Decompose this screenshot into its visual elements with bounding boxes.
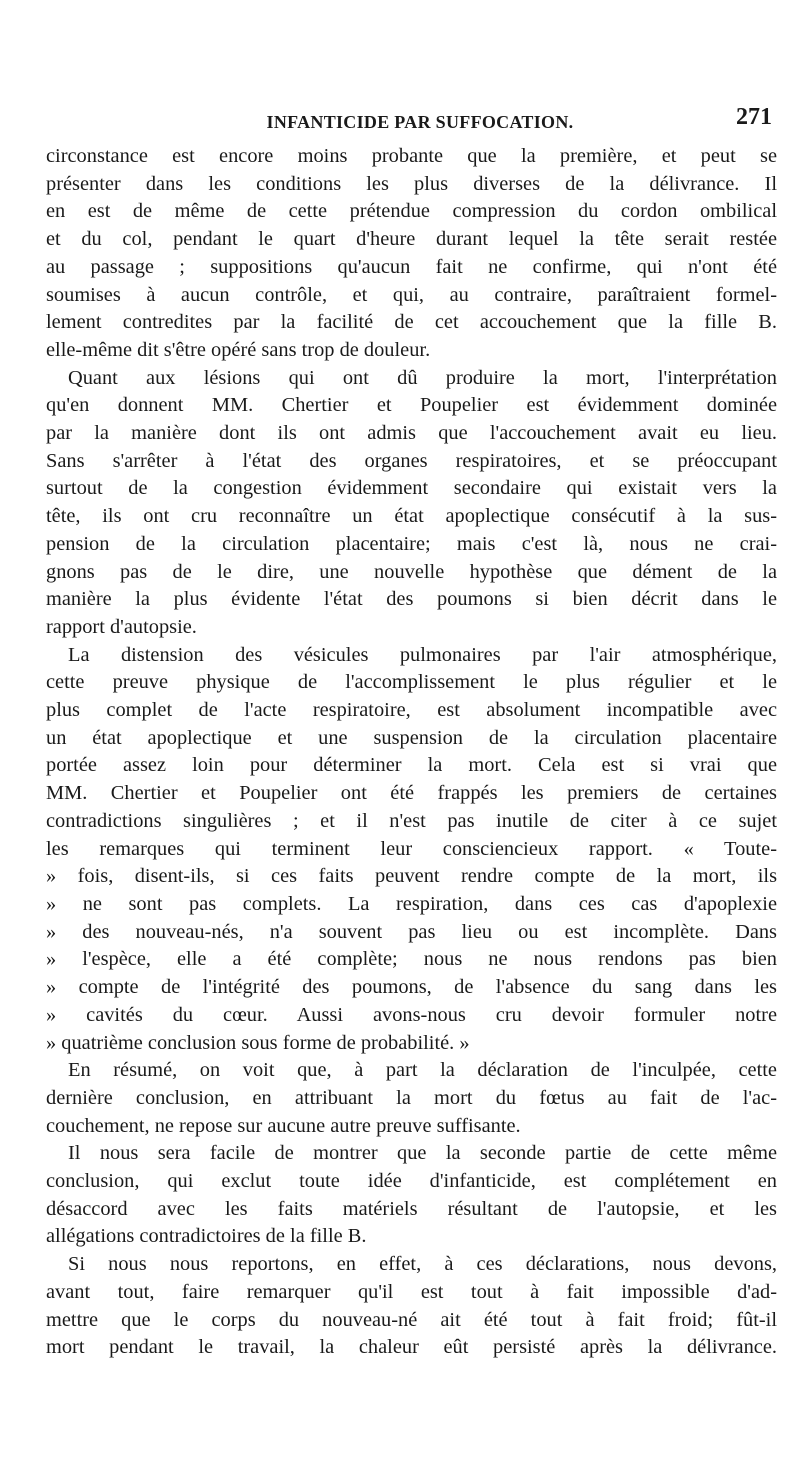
text-line: lement contredites par la facilité de cet accouchement que la fille B. xyxy=(46,311,777,334)
text-line: couchement, ne repose sur aucune autre preuve suffisante. xyxy=(46,1114,521,1137)
text-line: tête, ils ont cru reconnaître un état apoplectique consécutif à la sus- xyxy=(46,505,777,528)
text-line: gnons pas de le dire, une nouvelle hypothèse que dément de la xyxy=(46,560,777,583)
text-line: conclusion, qui exclut toute idée d'infanticide, est complétement en xyxy=(46,1170,777,1193)
text-line: Quant aux lésions qui ont dû produire la mort, l'interprétation xyxy=(68,366,777,389)
text-line: présenter dans les conditions les plus diverses de la délivrance. Il xyxy=(46,172,777,195)
text-line: manière la plus évidente l'état des poumons si bien décrit dans le xyxy=(46,588,777,611)
text-line: allégations contradictoires de la fille B. xyxy=(46,1225,367,1248)
text-line: » des nouveau-nés, n'a souvent pas lieu ou est incomplète. Dans xyxy=(46,920,777,943)
text-line: Sans s'arrêter à l'état des organes respiratoires, et se préoccupant xyxy=(46,449,777,472)
text-line: » compte de l'intégrité des poumons, de l'absence du sang dans les xyxy=(46,976,777,999)
running-title: INFANTICIDE PAR SUFFOCATION. xyxy=(266,112,574,132)
text-line: dernière conclusion, en attribuant la mort du fœtus au fait de l'ac- xyxy=(46,1086,777,1109)
text-line: surtout de la congestion évidemment secondaire qui existait vers la xyxy=(46,477,777,500)
text-line: MM. Chertier et Poupelier ont été frappés les premiers de certaines xyxy=(46,782,777,805)
text-line: pension de la circulation placentaire; mais c'est là, nous ne crai- xyxy=(46,532,777,555)
text-line: avant tout, faire remarquer qu'il est tout à fait impossible d'ad- xyxy=(46,1280,777,1303)
text-line: cette preuve physique de l'accomplissement le plus régulier et le xyxy=(46,671,777,694)
text-line: » l'espèce, elle a été complète; nous ne nous rendons pas bien xyxy=(46,948,777,971)
text-line: La distension des vésicules pulmonaires par l'air atmosphérique, xyxy=(68,643,777,666)
text-line: en est de même de cette prétendue compression du cordon ombilical xyxy=(46,200,777,223)
text-line: En résumé, on voit que, à part la déclaration de l'inculpée, cette xyxy=(68,1059,777,1082)
text-line: soumises à aucun contrôle, et qui, au contraire, paraîtraient formel- xyxy=(46,283,777,306)
text-line: au passage ; suppositions qu'aucun fait ne confirme, qui n'ont été xyxy=(46,255,777,278)
body-text xyxy=(46,143,777,1362)
text-line: qu'en donnent MM. Chertier et Poupelier est évidemment dominée xyxy=(46,394,777,417)
text-line: » fois, disent-ils, si ces faits peuvent rendre compte de la mort, ils xyxy=(46,865,777,888)
text-line: circonstance est encore moins probante que la première, et peut se xyxy=(46,145,777,167)
text-line: les remarques qui terminent leur consciencieux rapport. « Toute- xyxy=(46,837,777,860)
text-line: contradictions singulières ; et il n'est pas inutile de citer à ce sujet xyxy=(46,809,777,832)
text-line: Si nous nous reportons, en effet, à ces déclarations, nous devons, xyxy=(68,1253,777,1276)
text-line: par la manière dont ils ont admis que l'accouchement avait eu lieu. xyxy=(46,422,777,445)
text-line: un état apoplectique et une suspension de la circulation placentaire xyxy=(46,726,777,749)
text-line: plus complet de l'acte respiratoire, est absolument incompatible avec xyxy=(46,699,777,722)
text-line: mort pendant le travail, la chaleur eût persisté après la délivrance. xyxy=(46,1336,777,1359)
page-number: 271 xyxy=(736,104,772,130)
text-line: Il nous sera facile de montrer que la seconde partie de cette même xyxy=(68,1142,777,1165)
text-line: mettre que le corps du nouveau-né ait été tout à fait froid; fût-il xyxy=(46,1308,777,1331)
text-line: » quatrième conclusion sous forme de probabilité. » xyxy=(46,1031,470,1054)
text-line: et du col, pendant le quart d'heure durant lequel la tête serait restée xyxy=(46,228,777,251)
text-line: » cavités du cœur. Aussi avons-nous cru devoir formuler notre xyxy=(46,1003,777,1026)
text-line: portée assez loin pour déterminer la mort. Cela est si vrai que xyxy=(46,754,777,777)
text-line: » ne sont pas complets. La respiration, dans ces cas d'apoplexie xyxy=(46,892,777,915)
text-line: désaccord avec les faits matériels résultant de l'autopsie, et les xyxy=(46,1197,777,1220)
text-line: rapport d'autopsie. xyxy=(46,615,197,638)
text-line: elle-même dit s'être opéré sans trop de douleur. xyxy=(46,338,431,361)
